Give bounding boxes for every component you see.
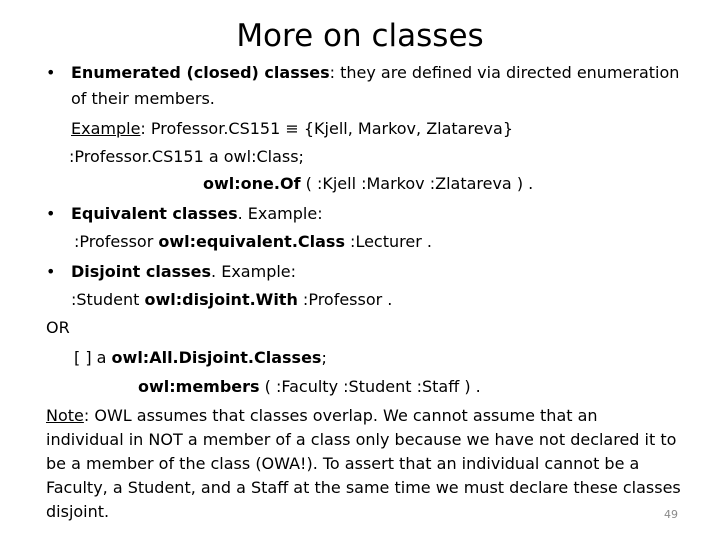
note-line-4: Faculty, a Student, and a Staff at the same time we must declare these classes — [46, 478, 681, 497]
code-keyword: owl:All.Disjoint.Classes — [111, 348, 322, 367]
note-line-1 — [46, 405, 598, 427]
code-text: :Professor . — [297, 290, 393, 309]
bullet-2-line-1 — [71, 203, 323, 225]
bullet-1-text: : they are defined via directed enumeration — [329, 63, 680, 82]
code-text: ; — [321, 348, 327, 367]
code-keyword: owl:members — [138, 377, 260, 396]
code-line-2 — [203, 173, 533, 195]
code-text: ( :Faculty :Student :Staff ) . — [259, 377, 481, 396]
code-keyword: owl:one.Of — [203, 174, 301, 193]
note-label: Note — [46, 406, 84, 425]
code-keyword: owl:disjoint.With — [144, 290, 298, 309]
code-line-1: :Professor.CS151 a owl:Class; — [69, 147, 304, 166]
code-keyword: owl:equivalent.Class — [158, 232, 345, 251]
bullet-marker: • — [46, 204, 56, 223]
bullet-1-heading: Enumerated (closed) classes — [71, 63, 330, 82]
bullet-3-line-1 — [71, 261, 296, 283]
note-text: : OWL assumes that classes overlap. We cannot assume that an — [83, 406, 598, 425]
note-line-3: be a member of the class (OWA!). To assert that an individual cannot be a — [46, 454, 640, 473]
bullet-marker: • — [46, 262, 56, 281]
note-line-5: disjoint. — [46, 502, 110, 521]
bullet-2-code — [74, 231, 432, 253]
bullet-2-text: . Example: — [237, 204, 323, 223]
bullet-1-line-2: of their members. — [71, 89, 215, 108]
or-label: OR — [46, 318, 70, 337]
code-text: :Student — [71, 290, 145, 309]
bullet-1-line-1 — [71, 62, 679, 84]
page-number: 49 — [664, 508, 678, 521]
example-text: : Professor.CS151 ≡ {Kjell, Markov, Zlatareva} — [140, 119, 514, 138]
all-disjoint-line — [74, 347, 327, 369]
bullet-3-text: . Example: — [211, 262, 297, 281]
code-text: :Professor — [74, 232, 159, 251]
slide-title: More on classes — [236, 18, 484, 54]
code-text: ( :Kjell :Markov :Zlatareva ) . — [300, 174, 534, 193]
code-text: [ ] a — [74, 348, 112, 367]
bullet-3-code — [71, 289, 392, 311]
example-label: Example — [71, 119, 141, 138]
bullet-2-heading: Equivalent classes — [71, 204, 238, 223]
note-line-2: individual in NOT a member of a class only because we have not declared it to — [46, 430, 677, 449]
bullet-3-heading: Disjoint classes — [71, 262, 212, 281]
code-text: :Lecturer . — [344, 232, 432, 251]
bullet-marker: • — [46, 63, 56, 82]
example-line — [71, 118, 513, 140]
members-line — [138, 376, 481, 398]
